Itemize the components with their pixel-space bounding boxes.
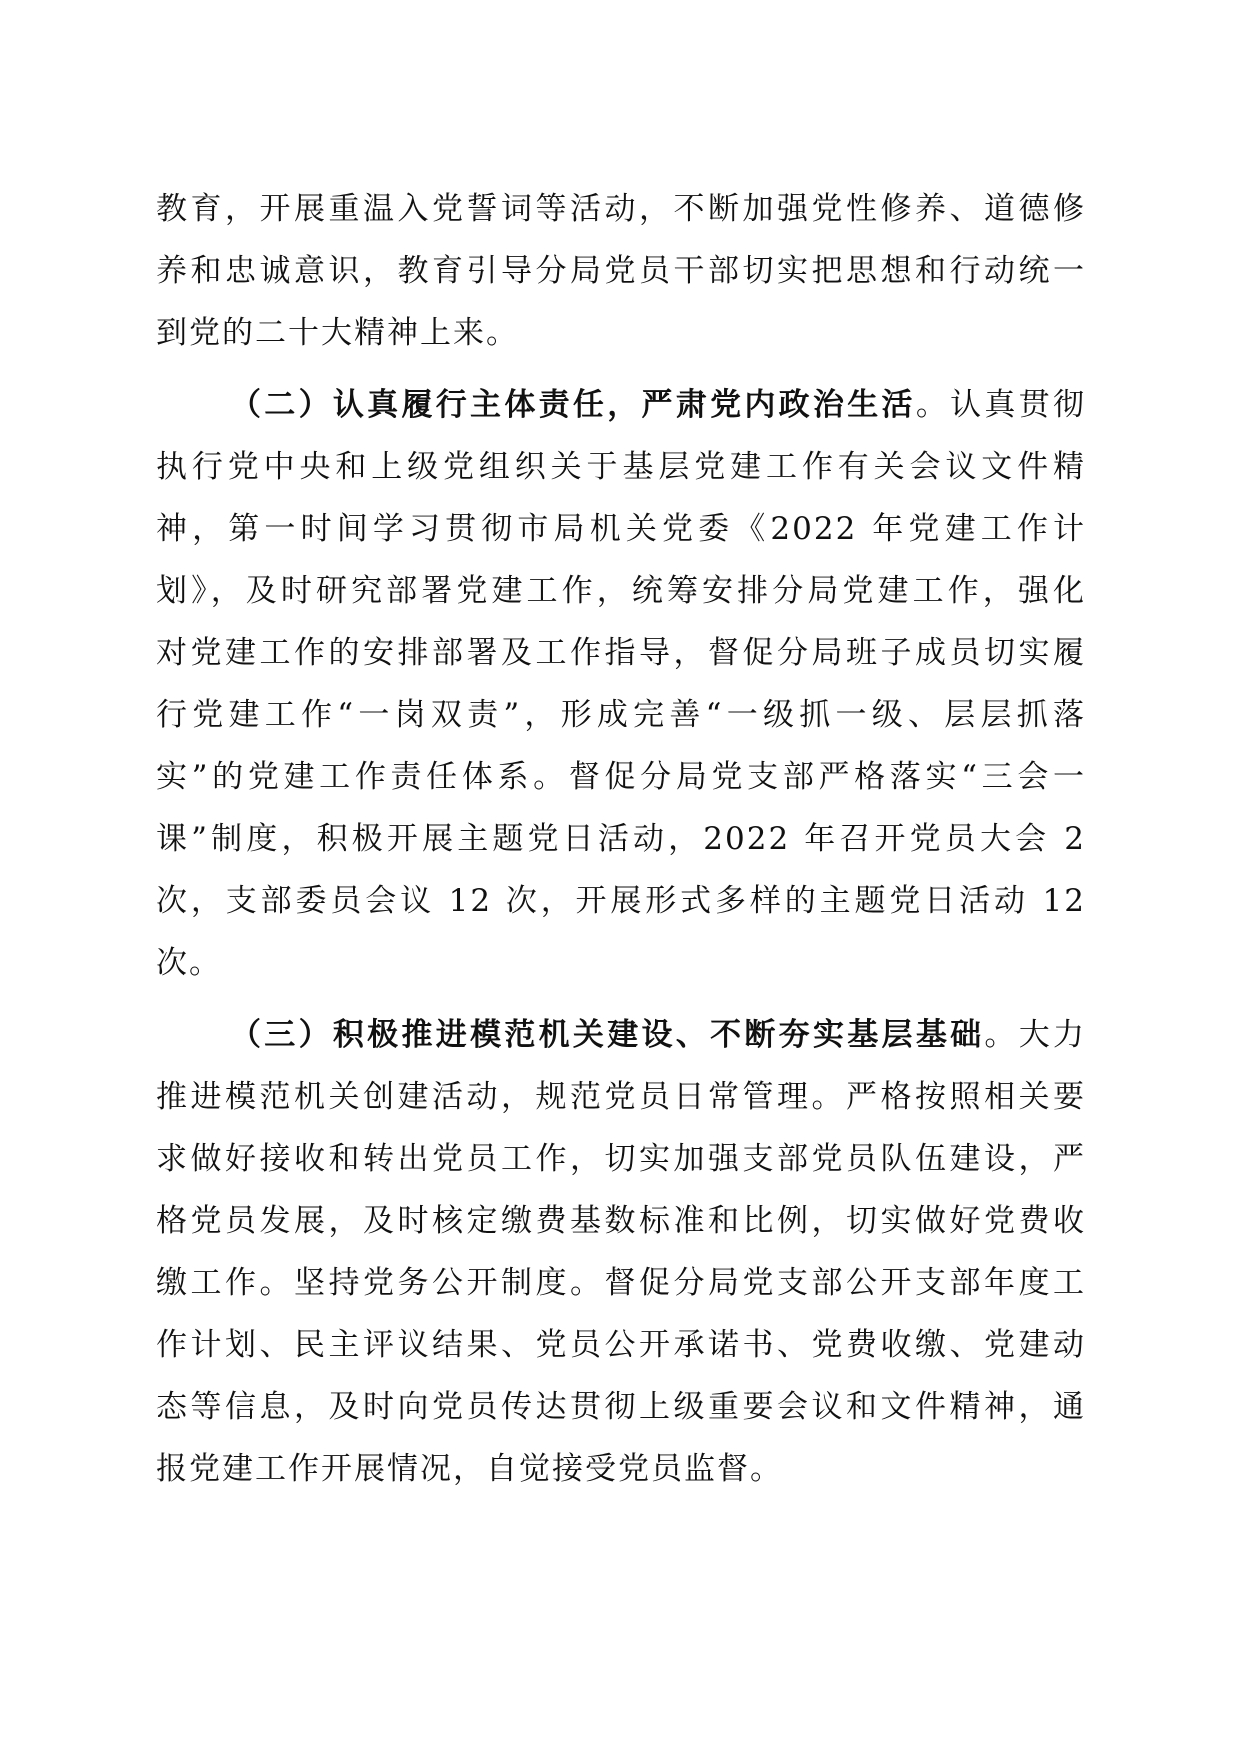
paragraph-2-line-2: 执行党中央和上级党组织关于基层党建工作有关会议文件精	[156, 449, 1086, 485]
paragraph-2-line-10: 次。	[156, 945, 222, 981]
paragraph-3-line-5: 缴工作。坚持党务公开制度。督促分局党支部公开支部年度工	[156, 1265, 1086, 1301]
paragraph-2-line-7: 实”的党建工作责任体系。督促分局党支部严格落实“三会一	[156, 759, 1086, 795]
paragraph-2-first-line	[156, 374, 1086, 436]
paragraph-2-line-3: 神，第一时间学习贯彻市局机关党委《2022 年党建工作计	[156, 511, 1086, 547]
paragraph-3-line-6: 作计划、民主评议结果、党员公开承诺书、党费收缴、党建动	[156, 1327, 1086, 1363]
paragraph-3-line-2: 推进模范机关创建活动，规范党员日常管理。严格按照相关要	[156, 1079, 1086, 1115]
paragraph-3-line-8: 报党建工作开展情况，自觉接受党员监督。	[156, 1451, 783, 1487]
paragraph-3	[156, 1004, 1086, 1500]
paragraph-3-first-line-rest: 。大力	[984, 1017, 1087, 1053]
paragraph-3-line-3: 求做好接收和转出党员工作，切实加强支部党员队伍建设，严	[156, 1141, 1086, 1177]
paragraph-2	[156, 374, 1086, 994]
paragraph-2-line-8: 课”制度，积极开展主题党日活动，2022 年召开党员大会 2	[156, 821, 1086, 857]
paragraph-2-line-6: 行党建工作“一岗双责”，形成完善“一级抓一级、层层抓落	[156, 697, 1086, 733]
paragraph-1-line-2: 养和忠诚意识，教育引导分局党员干部切实把思想和行动统一	[156, 253, 1086, 289]
paragraph-3-heading: （三）积极推进模范机关建设、不断夯实基层基础	[230, 1017, 985, 1053]
paragraph-1-line-3: 到党的二十大精神上来。	[156, 315, 519, 351]
paragraph-3-line-7: 态等信息，及时向党员传达贯彻上级重要会议和文件精神，通	[156, 1389, 1086, 1425]
paragraph-3-line-4: 格党员发展，及时核定缴费基数标准和比例，切实做好党费收	[156, 1203, 1086, 1239]
paragraph-2-heading: （二）认真履行主体责任，严肃党内政治生活	[230, 387, 916, 423]
paragraph-2-line-9: 次，支部委员会议 12 次，开展形式多样的主题党日活动 12	[156, 883, 1086, 919]
paragraph-2-first-line-rest: 。认真贯彻	[915, 387, 1087, 423]
paragraph-2-line-4: 划》，及时研究部署党建工作，统筹安排分局党建工作，强化	[156, 573, 1086, 609]
paragraph-2-line-5: 对党建工作的安排部署及工作指导，督促分局班子成员切实履	[156, 635, 1086, 671]
paragraph-1-line-1: 教育，开展重温入党誓词等活动，不断加强党性修养、道德修	[156, 191, 1086, 227]
document-body	[156, 178, 1086, 1500]
paragraph-1	[156, 178, 1086, 364]
paragraph-3-first-line	[156, 1004, 1086, 1066]
